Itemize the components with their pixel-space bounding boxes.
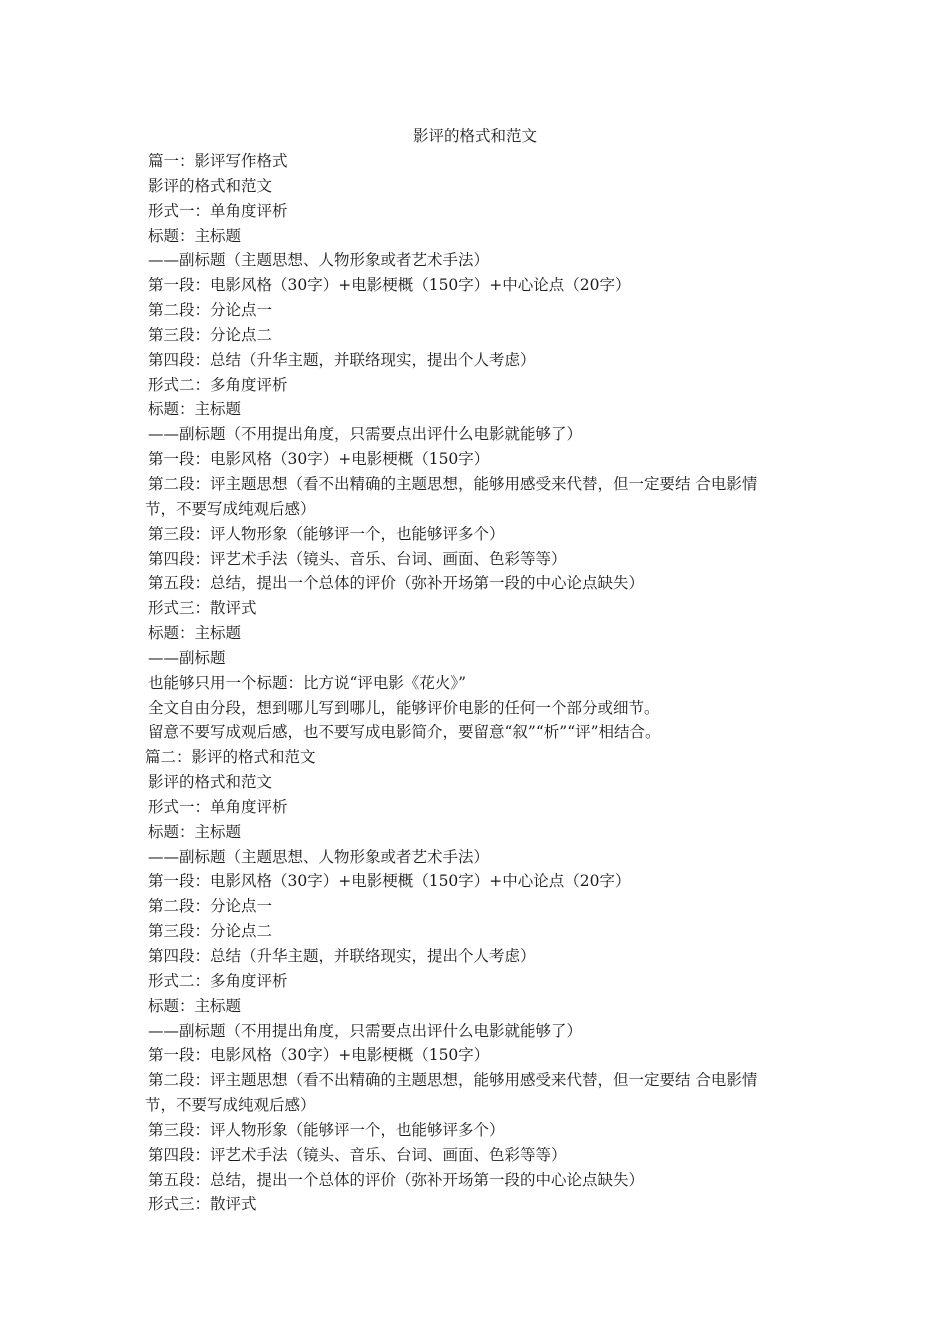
text-line: 节，不要写成纯观后感） [145,1096,316,1115]
text-line: 第五段：总结，提出一个总体的评价（弥补开场第一段的中心论点缺失） [148,574,645,593]
text-line: ——副标题（主题思想、人物形象或者艺术手法） [148,847,490,866]
text-line: 形式三：散评式 [148,599,257,618]
document-body [145,149,815,1217]
text-line: 也能够只用一个标题：比方说“评电影《花火》” [148,673,467,692]
text-line: 第三段：评人物形象（能够评一个，也能够评多个） [148,1120,505,1139]
text-line: ——副标题（主题思想、人物形象或者艺术手法） [148,251,490,270]
text-line: 第一段：电影风格（30字）+电影梗概（150字）+中心论点（20字） [148,872,631,891]
text-line: 第三段：分论点二 [148,922,273,941]
text-line: 形式一：单角度评析 [148,797,288,816]
text-line: 留意不要写成观后感，也不要写成电影简介，要留意“叙”“析”“评”相结合。 [148,723,661,742]
text-line: 第一段：电影风格（30字）+电影梗概（150字）+中心论点（20字） [148,276,631,295]
text-line: 篇一：影评写作格式 [148,152,288,170]
text-line: 全文自由分段，想到哪儿写到哪儿，能够评价电影的任何一个部分或细节。 [148,698,660,717]
text-line: 标题：主标题 [148,400,242,419]
text-line: 第四段：评艺术手法（镜头、音乐、台词、画面、色彩等等） [148,1145,567,1164]
text-line: 形式一：单角度评析 [148,201,288,220]
text-line: 第一段：电影风格（30字）+电影梗概（150字） [148,450,490,469]
text-line: ——副标题（不用提出角度，只需要点出评什么电影就能够了） [148,1021,583,1040]
text-line: 标题：主标题 [148,822,242,841]
text-line: ——副标题（不用提出角度，只需要点出评什么电影就能够了） [148,425,583,444]
text-line: 形式二：多角度评析 [148,971,288,990]
document-title: 影评的格式和范文 [412,127,537,145]
text-line: ——副标题 [148,648,226,667]
text-line: 影评的格式和范文 [148,773,273,792]
text-line: 形式二：多角度评析 [148,375,288,394]
text-line: 形式三：散评式 [148,1195,257,1214]
text-line: 第四段：总结（升华主题，并联络现实，提出个人考虑） [148,350,536,369]
text-line: 标题：主标题 [148,624,242,643]
text-line: 第四段：总结（升华主题，并联络现实，提出个人考虑） [148,947,536,965]
text-line: 标题：主标题 [148,996,242,1015]
text-line: 第二段：评主题思想（看不出精确的主题思想，能够用感受来代替，但一定要结 合电影情 [148,1071,758,1090]
text-line: 篇二：影评的格式和范文 [145,748,316,767]
text-line: 标题：主标题 [148,226,242,245]
text-line: 第一段：电影风格（30字）+电影梗概（150字） [148,1046,490,1065]
text-line: 第二段：评主题思想（看不出精确的主题思想，能够用感受来代替，但一定要结 合电影情 [148,474,758,493]
text-line: 节，不要写成纯观后感） [145,499,316,518]
text-line: 第三段：评人物形象（能够评一个，也能够评多个） [148,524,505,543]
text-line: 第三段：分论点二 [148,325,273,344]
text-line: 第五段：总结，提出一个总体的评价（弥补开场第一段的中心论点缺失） [148,1170,645,1189]
text-line: 影评的格式和范文 [148,176,273,195]
text-line: 第二段：分论点一 [148,897,273,916]
text-line: 第二段：分论点一 [148,301,273,320]
text-line: 第四段：评艺术手法（镜头、音乐、台词、画面、色彩等等） [148,549,567,568]
